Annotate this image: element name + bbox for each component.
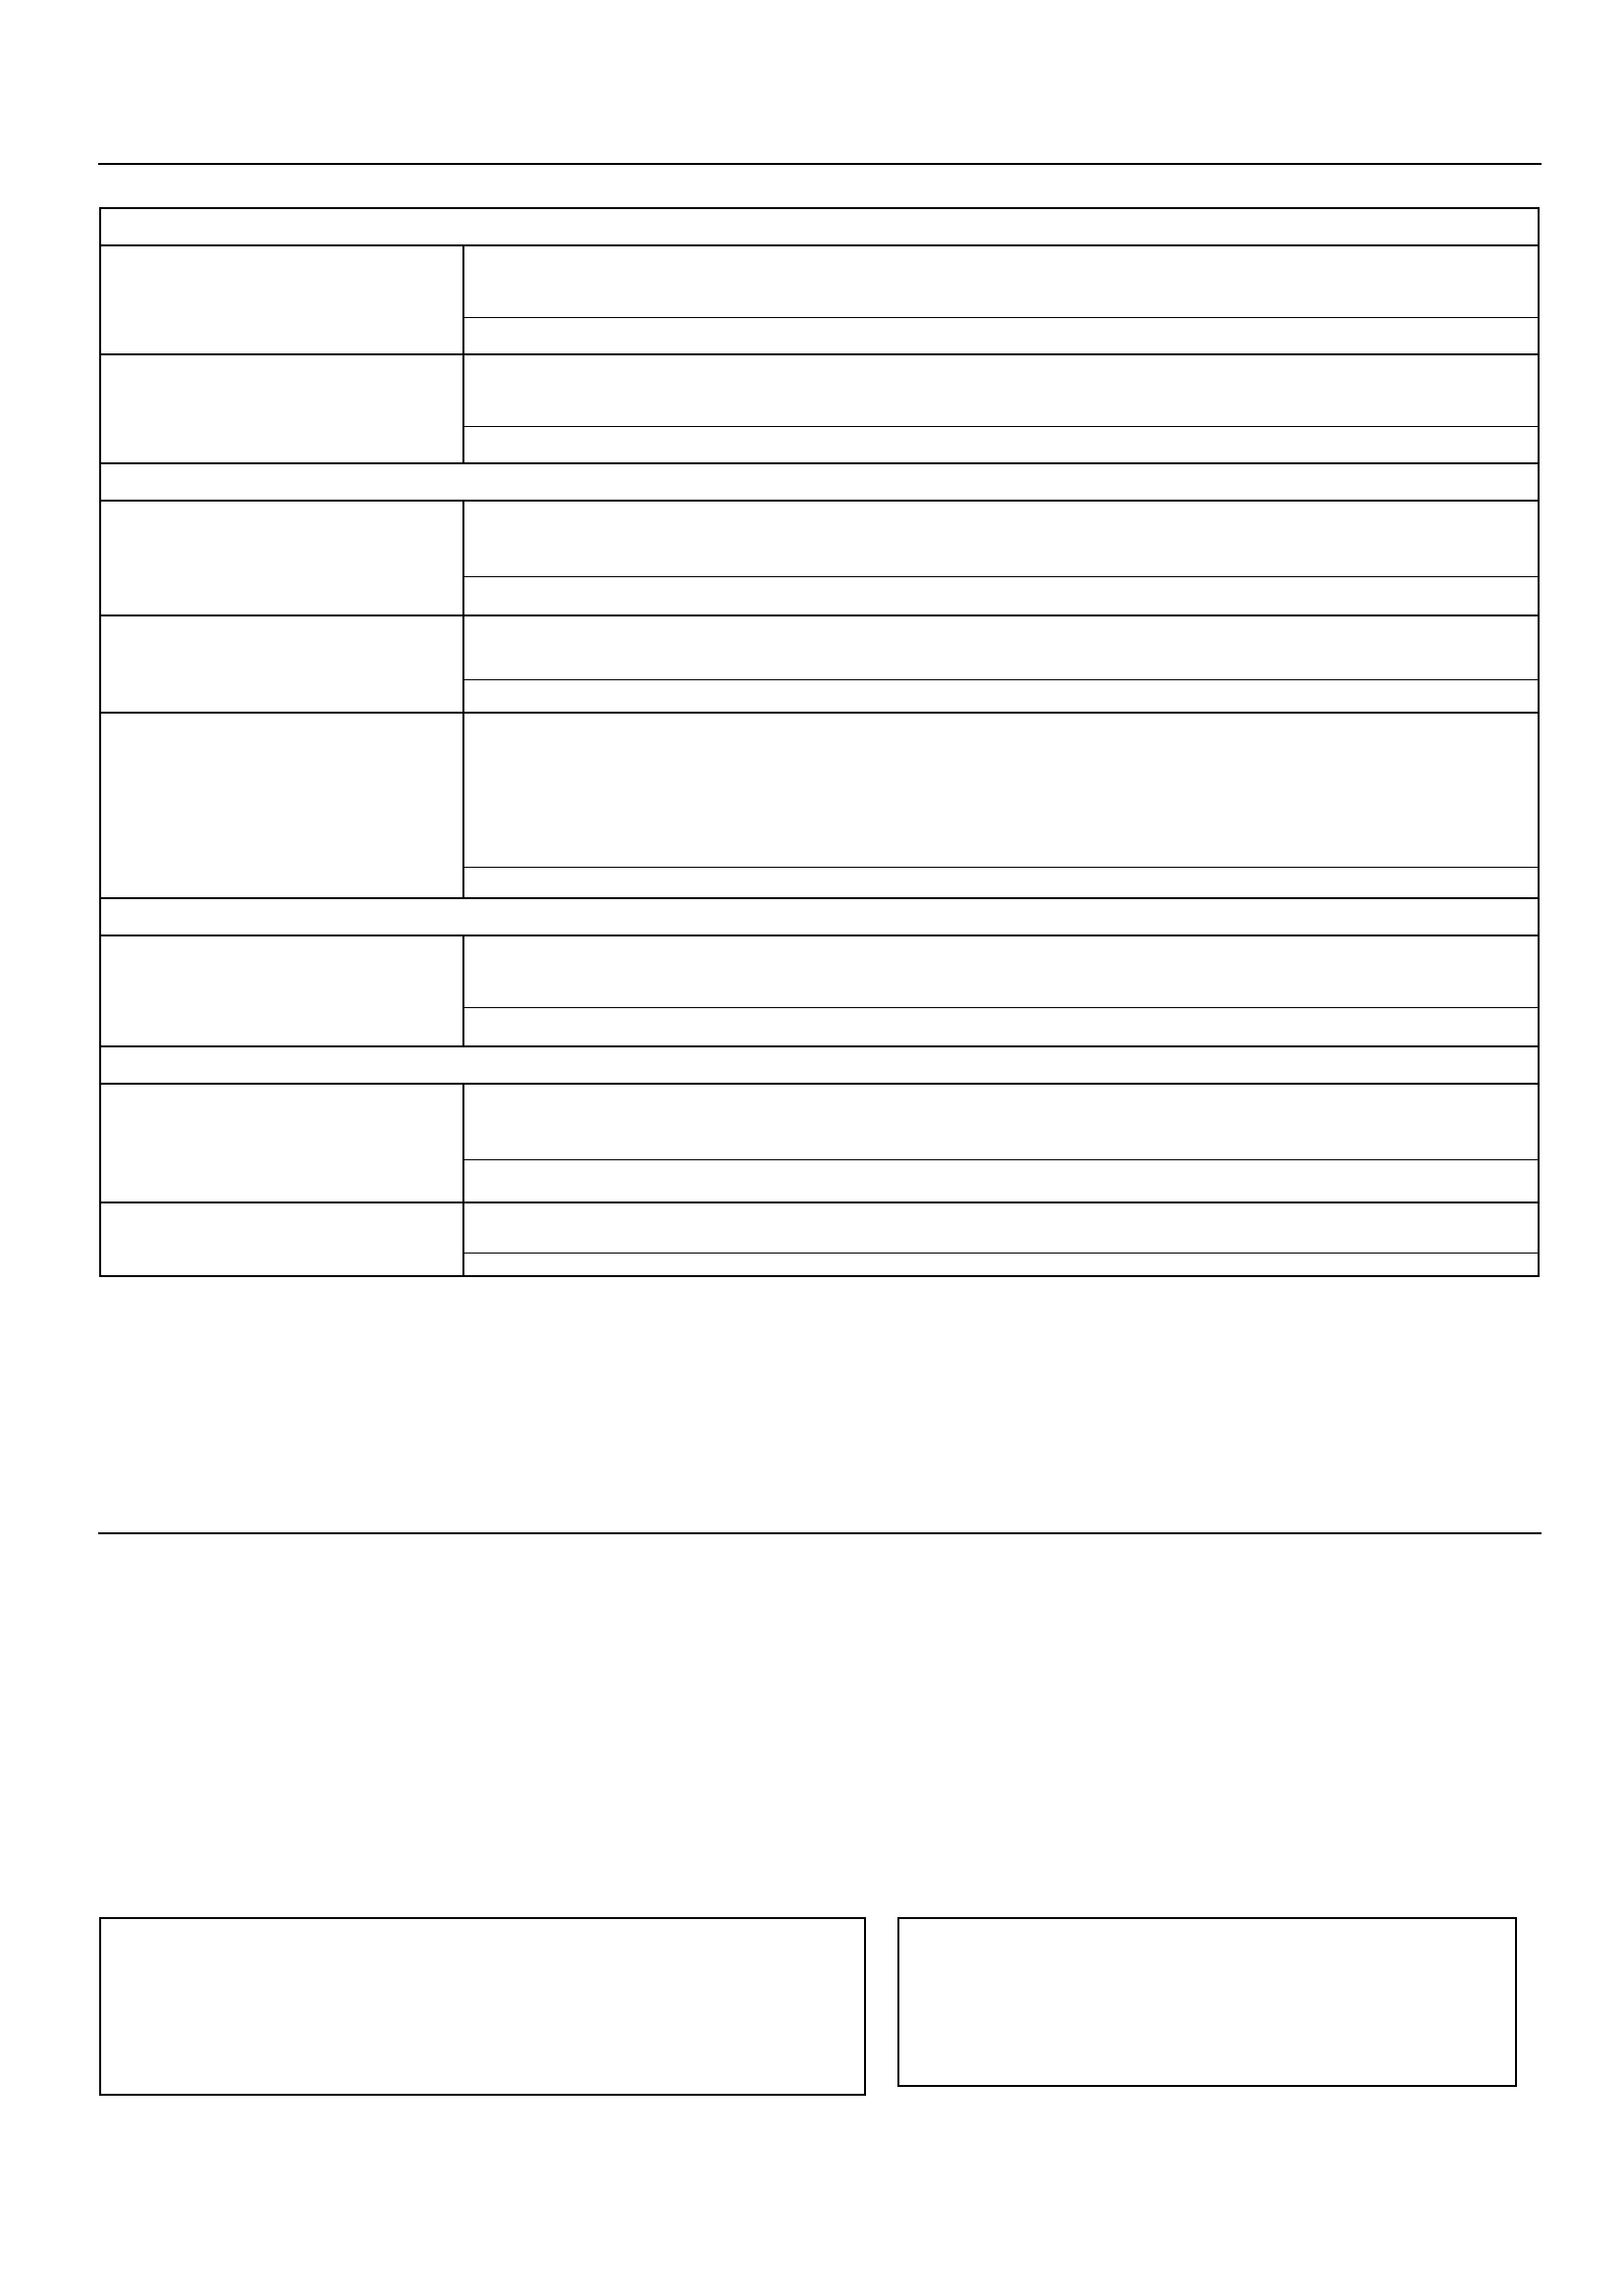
activity-row <box>100 354 1539 463</box>
activity-details <box>463 1202 1539 1276</box>
meeting-info <box>464 355 1538 391</box>
activity-details <box>463 935 1539 1046</box>
organizer-contact <box>464 1159 1538 1201</box>
activity-description <box>464 648 1538 679</box>
activity-name <box>100 1202 463 1276</box>
activity-name <box>100 935 463 1046</box>
activity-row <box>100 1202 1539 1276</box>
activity-details <box>463 713 1539 898</box>
title-rule <box>98 163 1542 165</box>
activity-row <box>100 245 1539 354</box>
schedule-date-row <box>100 1046 1539 1084</box>
meeting-info <box>464 502 1538 539</box>
activity-row <box>100 713 1539 898</box>
activity-name <box>100 1084 463 1202</box>
activity-description <box>464 282 1538 317</box>
activity-row <box>100 615 1539 713</box>
activity-description <box>464 794 1538 837</box>
activity-row <box>100 935 1539 1046</box>
meeting-info <box>464 616 1538 648</box>
organizer-contact <box>464 867 1538 897</box>
activity-row <box>100 501 1539 615</box>
meeting-info <box>464 1203 1538 1231</box>
schedule-date-header <box>100 463 1539 501</box>
activity-name <box>100 501 463 615</box>
activity-name <box>100 245 463 354</box>
organizer-contact <box>464 576 1538 614</box>
activity-description <box>464 972 1538 1007</box>
meeting-info <box>464 714 1538 751</box>
activity-details <box>463 615 1539 713</box>
organizer-contact <box>464 317 1538 353</box>
activity-details <box>463 245 1539 354</box>
activity-name <box>100 713 463 898</box>
activity-description <box>464 391 1538 426</box>
activity-details <box>463 354 1539 463</box>
schedule-date-header <box>100 208 1539 245</box>
project-title-rule <box>98 1532 1542 1534</box>
activity-details <box>463 501 1539 615</box>
meeting-info <box>464 936 1538 972</box>
organizer-contact <box>464 1007 1538 1045</box>
activity-name <box>100 354 463 463</box>
schedule-date-header <box>100 898 1539 935</box>
activity-row <box>100 1084 1539 1202</box>
organizer-contact <box>464 1253 1538 1275</box>
publication-info-box <box>99 1917 866 2096</box>
organizer-contact <box>464 426 1538 462</box>
schedule-date-header <box>100 1046 1539 1084</box>
meeting-info <box>464 1085 1538 1120</box>
schedule-date-row <box>100 463 1539 501</box>
schedule-table <box>99 207 1540 1277</box>
activity-description <box>464 751 1538 794</box>
activity-name <box>100 615 463 713</box>
activity-details <box>463 1084 1539 1202</box>
organizer-contact <box>464 679 1538 712</box>
schedule-date-row <box>100 208 1539 245</box>
activity-description <box>464 1120 1538 1159</box>
meeting-info <box>464 246 1538 282</box>
activity-description <box>464 1231 1538 1253</box>
activity-description <box>464 837 1538 867</box>
schedule-date-row <box>100 898 1539 935</box>
contact-box <box>897 1917 1517 2087</box>
activity-description <box>464 539 1538 576</box>
